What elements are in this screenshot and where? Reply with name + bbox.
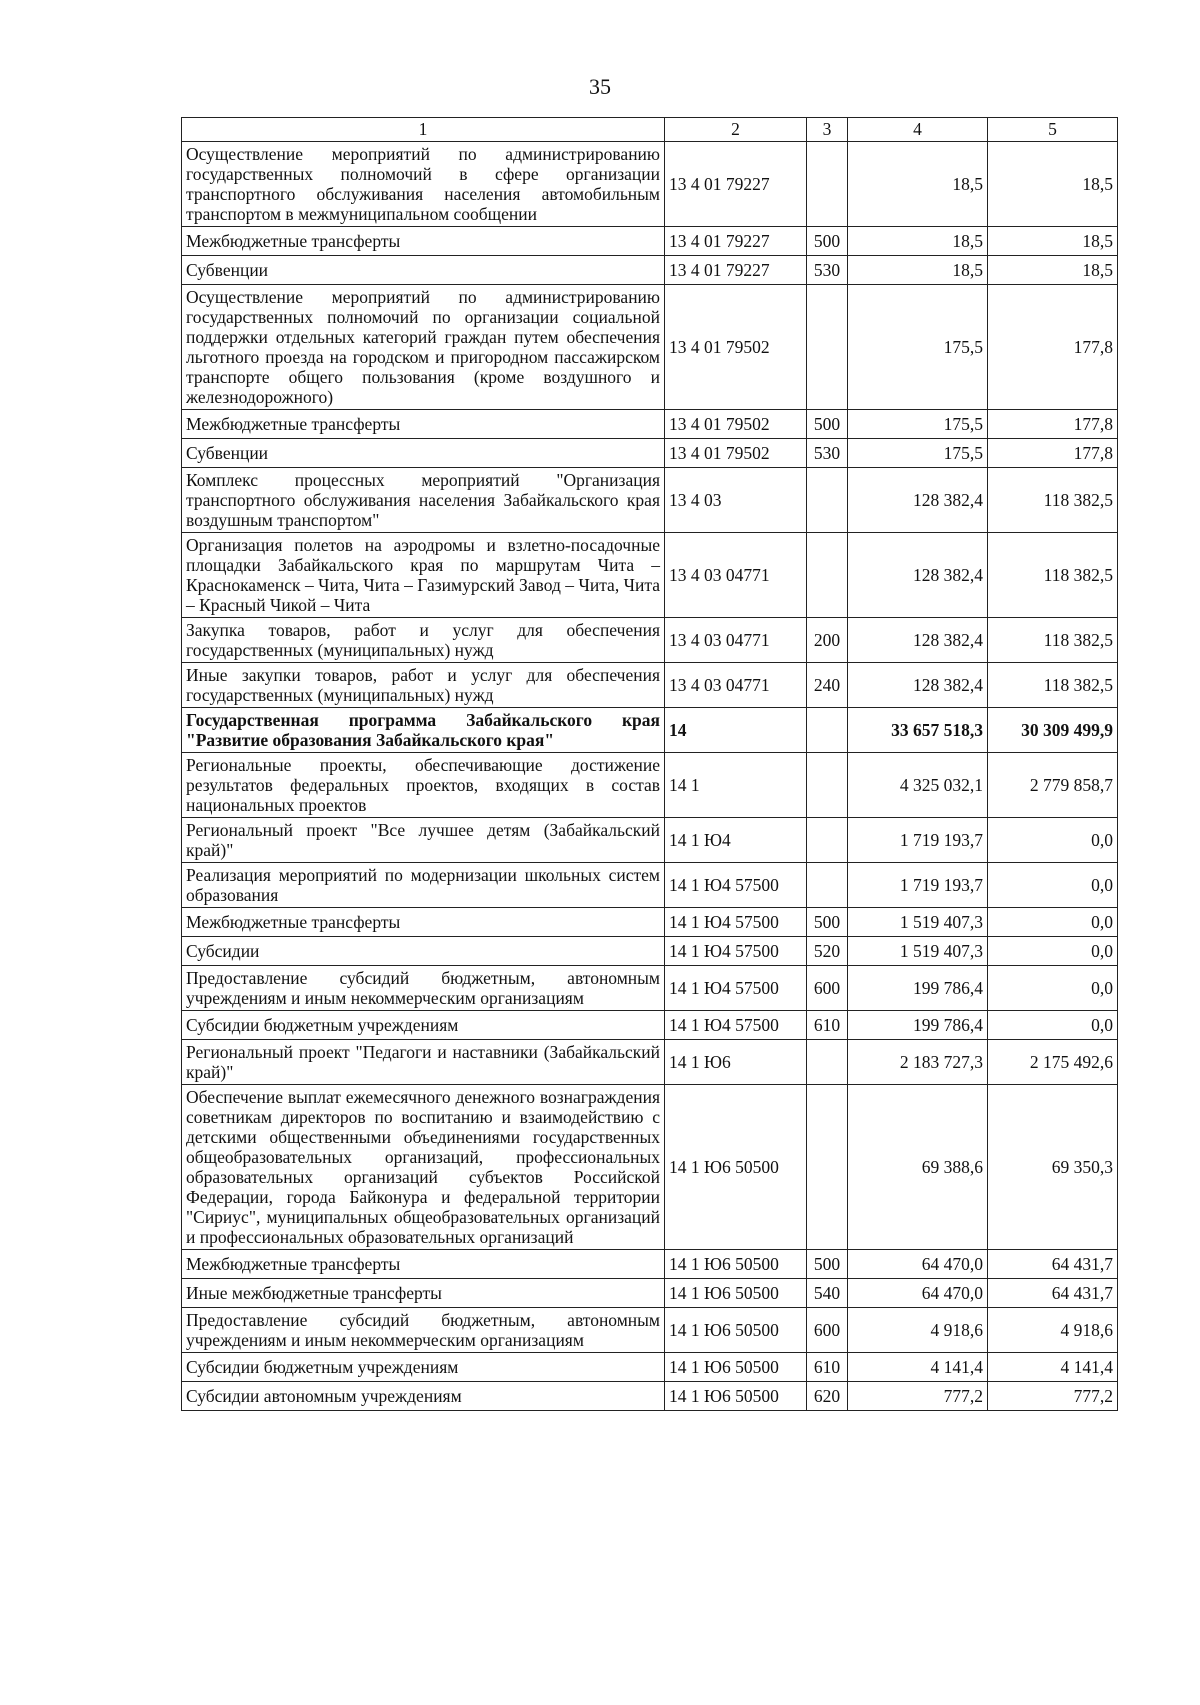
row-kvr-cell — [807, 285, 848, 410]
row-value-col4-cell: 128 382,4 — [848, 663, 988, 708]
row-value-col4-cell: 1 719 193,7 — [848, 863, 988, 908]
row-code-cell: 14 1 Ю6 — [665, 1040, 807, 1085]
row-code-cell: 14 1 Ю4 57500 — [665, 937, 807, 966]
row-name-cell: Региональный проект "Все лучшее детям (Забайкальский край)" — [182, 818, 665, 863]
row-code-cell: 13 4 01 79227 — [665, 142, 807, 227]
row-code-cell: 13 4 01 79227 — [665, 256, 807, 285]
row-name-cell: Межбюджетные трансферты — [182, 1250, 665, 1279]
row-kvr-cell: 200 — [807, 618, 848, 663]
row-code-cell: 13 4 03 — [665, 468, 807, 533]
row-name-cell: Межбюджетные трансферты — [182, 410, 665, 439]
row-kvr-cell: 600 — [807, 1308, 848, 1353]
row-code-cell: 13 4 03 04771 — [665, 618, 807, 663]
row-name-cell: Закупка товаров, работ и услуг для обеспечения государственных (муниципальных) нужд — [182, 618, 665, 663]
row-name-cell: Осуществление мероприятий по администрированию государственных полномочий в сфере организации транспортного обслуживания населения автомобильным транспортом в межмуниципальном сообщении — [182, 142, 665, 227]
table-row — [182, 285, 1118, 410]
row-value-col4-cell: 175,5 — [848, 410, 988, 439]
row-kvr-cell — [807, 1085, 848, 1250]
row-value-col5-cell: 2 175 492,6 — [988, 1040, 1118, 1085]
row-name-cell: Субсидии — [182, 937, 665, 966]
row-value-col5-cell: 64 431,7 — [988, 1250, 1118, 1279]
row-name-cell: Субсидии бюджетным учреждениям — [182, 1353, 665, 1382]
row-value-col4-cell: 175,5 — [848, 285, 988, 410]
row-value-col4-cell: 64 470,0 — [848, 1250, 988, 1279]
row-name-cell: Региональный проект "Педагоги и наставники (Забайкальский край)" — [182, 1040, 665, 1085]
row-value-col4-cell: 4 141,4 — [848, 1353, 988, 1382]
table-row — [182, 1353, 1118, 1382]
row-kvr-cell: 520 — [807, 937, 848, 966]
table-row — [182, 468, 1118, 533]
row-code-cell: 14 1 Ю6 50500 — [665, 1308, 807, 1353]
table-row — [182, 1382, 1118, 1411]
header-col-2: 2 — [665, 118, 807, 142]
row-kvr-cell — [807, 533, 848, 618]
row-name-cell: Региональные проекты, обеспечивающие достижение результатов федеральных проектов, входящих в состав национальных проектов — [182, 753, 665, 818]
row-value-col5-cell: 0,0 — [988, 908, 1118, 937]
row-kvr-cell — [807, 863, 848, 908]
table-row — [182, 908, 1118, 937]
row-value-col5-cell: 18,5 — [988, 227, 1118, 256]
table-row — [182, 818, 1118, 863]
row-kvr-cell: 610 — [807, 1353, 848, 1382]
header-col-1: 1 — [182, 118, 665, 142]
row-value-col5-cell: 777,2 — [988, 1382, 1118, 1411]
table-row — [182, 227, 1118, 256]
table-row — [182, 1011, 1118, 1040]
row-name-cell: Предоставление субсидий бюджетным, автономным учреждениям и иным некоммерческим организациям — [182, 966, 665, 1011]
row-name-cell: Реализация мероприятий по модернизации школьных систем образования — [182, 863, 665, 908]
row-code-cell: 13 4 03 04771 — [665, 663, 807, 708]
row-value-col5-cell: 64 431,7 — [988, 1279, 1118, 1308]
row-value-col4-cell: 1 719 193,7 — [848, 818, 988, 863]
row-name-cell: Межбюджетные трансферты — [182, 227, 665, 256]
row-value-col5-cell: 0,0 — [988, 966, 1118, 1011]
row-kvr-cell: 500 — [807, 227, 848, 256]
table-row — [182, 663, 1118, 708]
row-value-col5-cell: 0,0 — [988, 1011, 1118, 1040]
row-name-cell: Обеспечение выплат ежемесячного денежного вознаграждения советникам директоров по воспитанию и взаимодействию с детскими общественными объединениями государственных общеобразовательных организаций, профессиональных образовательных организаций субъектов Российской Федерации, города Байконура и федеральной территории "Сириус", муниципальных общеобразовательных организаций и профессиональных образовательных организаций — [182, 1085, 665, 1250]
row-kvr-cell: 610 — [807, 1011, 848, 1040]
table-row — [182, 753, 1118, 818]
row-value-col4-cell: 175,5 — [848, 439, 988, 468]
row-value-col5-cell: 69 350,3 — [988, 1085, 1118, 1250]
row-value-col5-cell: 0,0 — [988, 863, 1118, 908]
row-value-col4-cell: 4 918,6 — [848, 1308, 988, 1353]
table-row — [182, 937, 1118, 966]
row-value-col4-cell: 4 325 032,1 — [848, 753, 988, 818]
row-kvr-cell: 530 — [807, 439, 848, 468]
table-row — [182, 142, 1118, 227]
header-col-3: 3 — [807, 118, 848, 142]
row-name-cell: Организация полетов на аэродромы и взлетно-посадочные площадки Забайкальского края по маршрутам Чита – Краснокаменск – Чита, Чита – Газимурский Завод – Чита, Чита – Красный Чикой – Чита — [182, 533, 665, 618]
row-name-cell: Субсидии бюджетным учреждениям — [182, 1011, 665, 1040]
header-col-5: 5 — [988, 118, 1118, 142]
table-row — [182, 439, 1118, 468]
row-value-col5-cell: 2 779 858,7 — [988, 753, 1118, 818]
row-value-col4-cell: 199 786,4 — [848, 1011, 988, 1040]
row-value-col4-cell: 18,5 — [848, 256, 988, 285]
row-kvr-cell: 500 — [807, 410, 848, 439]
row-code-cell: 14 1 — [665, 753, 807, 818]
row-code-cell: 14 1 Ю4 57500 — [665, 966, 807, 1011]
header-col-4: 4 — [848, 118, 988, 142]
row-code-cell: 14 1 Ю4 57500 — [665, 908, 807, 937]
row-value-col5-cell: 177,8 — [988, 439, 1118, 468]
row-name-cell: Осуществление мероприятий по администрированию государственных полномочий по организации социальной поддержки отдельных категорий граждан путем обеспечения льготного проезда на городском и пригородном пассажирском транспорте общего пользования (кроме воздушного и железнодорожного) — [182, 285, 665, 410]
row-value-col4-cell: 69 388,6 — [848, 1085, 988, 1250]
row-kvr-cell: 620 — [807, 1382, 848, 1411]
row-name-cell: Субсидии автономным учреждениям — [182, 1382, 665, 1411]
row-kvr-cell: 530 — [807, 256, 848, 285]
row-name-cell: Субвенции — [182, 256, 665, 285]
row-code-cell: 13 4 03 04771 — [665, 533, 807, 618]
row-value-col4-cell: 18,5 — [848, 142, 988, 227]
row-code-cell: 13 4 01 79502 — [665, 439, 807, 468]
row-code-cell: 14 1 Ю6 50500 — [665, 1353, 807, 1382]
row-value-col4-cell: 777,2 — [848, 1382, 988, 1411]
row-kvr-cell — [807, 468, 848, 533]
row-name-cell: Межбюджетные трансферты — [182, 908, 665, 937]
row-kvr-cell — [807, 708, 848, 753]
row-value-col5-cell: 0,0 — [988, 818, 1118, 863]
row-code-cell: 14 1 Ю6 50500 — [665, 1382, 807, 1411]
row-code-cell: 13 4 01 79227 — [665, 227, 807, 256]
row-value-col4-cell: 199 786,4 — [848, 966, 988, 1011]
row-kvr-cell: 540 — [807, 1279, 848, 1308]
table-row — [182, 256, 1118, 285]
row-name-cell: Субвенции — [182, 439, 665, 468]
row-value-col4-cell: 33 657 518,3 — [848, 708, 988, 753]
row-name-cell: Иные межбюджетные трансферты — [182, 1279, 665, 1308]
table-row — [182, 966, 1118, 1011]
row-value-col5-cell: 177,8 — [988, 285, 1118, 410]
row-kvr-cell: 600 — [807, 966, 848, 1011]
row-kvr-cell — [807, 142, 848, 227]
table-row — [182, 1279, 1118, 1308]
table-row — [182, 533, 1118, 618]
row-code-cell: 13 4 01 79502 — [665, 410, 807, 439]
row-kvr-cell — [807, 818, 848, 863]
row-value-col5-cell: 18,5 — [988, 142, 1118, 227]
row-value-col5-cell: 4 918,6 — [988, 1308, 1118, 1353]
table-row — [182, 863, 1118, 908]
row-name-cell: Комплекс процессных мероприятий "Организация транспортного обслуживания населения Забайкальского края воздушным транспортом" — [182, 468, 665, 533]
row-kvr-cell: 240 — [807, 663, 848, 708]
row-name-cell: Иные закупки товаров, работ и услуг для обеспечения государственных (муниципальных) нужд — [182, 663, 665, 708]
row-value-col5-cell: 118 382,5 — [988, 468, 1118, 533]
row-value-col5-cell: 118 382,5 — [988, 618, 1118, 663]
table-row — [182, 1250, 1118, 1279]
row-value-col4-cell: 18,5 — [848, 227, 988, 256]
table-row — [182, 1040, 1118, 1085]
row-code-cell: 14 1 Ю4 — [665, 818, 807, 863]
row-code-cell: 14 1 Ю6 50500 — [665, 1085, 807, 1250]
row-kvr-cell: 500 — [807, 1250, 848, 1279]
row-value-col5-cell: 118 382,5 — [988, 663, 1118, 708]
row-value-col4-cell: 128 382,4 — [848, 468, 988, 533]
row-value-col5-cell: 18,5 — [988, 256, 1118, 285]
row-code-cell: 14 1 Ю4 57500 — [665, 1011, 807, 1040]
table-row — [182, 1308, 1118, 1353]
table-row — [182, 1085, 1118, 1250]
row-value-col4-cell: 128 382,4 — [848, 618, 988, 663]
row-kvr-cell — [807, 1040, 848, 1085]
row-code-cell: 14 1 Ю6 50500 — [665, 1279, 807, 1308]
row-value-col5-cell: 0,0 — [988, 937, 1118, 966]
row-code-cell: 14 — [665, 708, 807, 753]
row-code-cell: 14 1 Ю4 57500 — [665, 863, 807, 908]
budget-table — [181, 117, 1118, 1411]
row-code-cell: 14 1 Ю6 50500 — [665, 1250, 807, 1279]
table-row — [182, 618, 1118, 663]
page-number: 35 — [589, 74, 611, 99]
row-kvr-cell: 500 — [807, 908, 848, 937]
row-name-cell: Государственная программа Забайкальского края "Развитие образования Забайкальского края" — [182, 708, 665, 753]
row-kvr-cell — [807, 753, 848, 818]
row-name-cell: Предоставление субсидий бюджетным, автономным учреждениям и иным некоммерческим организациям — [182, 1308, 665, 1353]
row-value-col5-cell: 30 309 499,9 — [988, 708, 1118, 753]
table-row — [182, 708, 1118, 753]
table-header-row — [182, 118, 1118, 142]
row-value-col4-cell: 1 519 407,3 — [848, 937, 988, 966]
table-row — [182, 410, 1118, 439]
row-value-col4-cell: 64 470,0 — [848, 1279, 988, 1308]
row-value-col5-cell: 4 141,4 — [988, 1353, 1118, 1382]
row-value-col4-cell: 2 183 727,3 — [848, 1040, 988, 1085]
row-value-col4-cell: 1 519 407,3 — [848, 908, 988, 937]
row-value-col5-cell: 177,8 — [988, 410, 1118, 439]
row-code-cell: 13 4 01 79502 — [665, 285, 807, 410]
row-value-col5-cell: 118 382,5 — [988, 533, 1118, 618]
row-value-col4-cell: 128 382,4 — [848, 533, 988, 618]
